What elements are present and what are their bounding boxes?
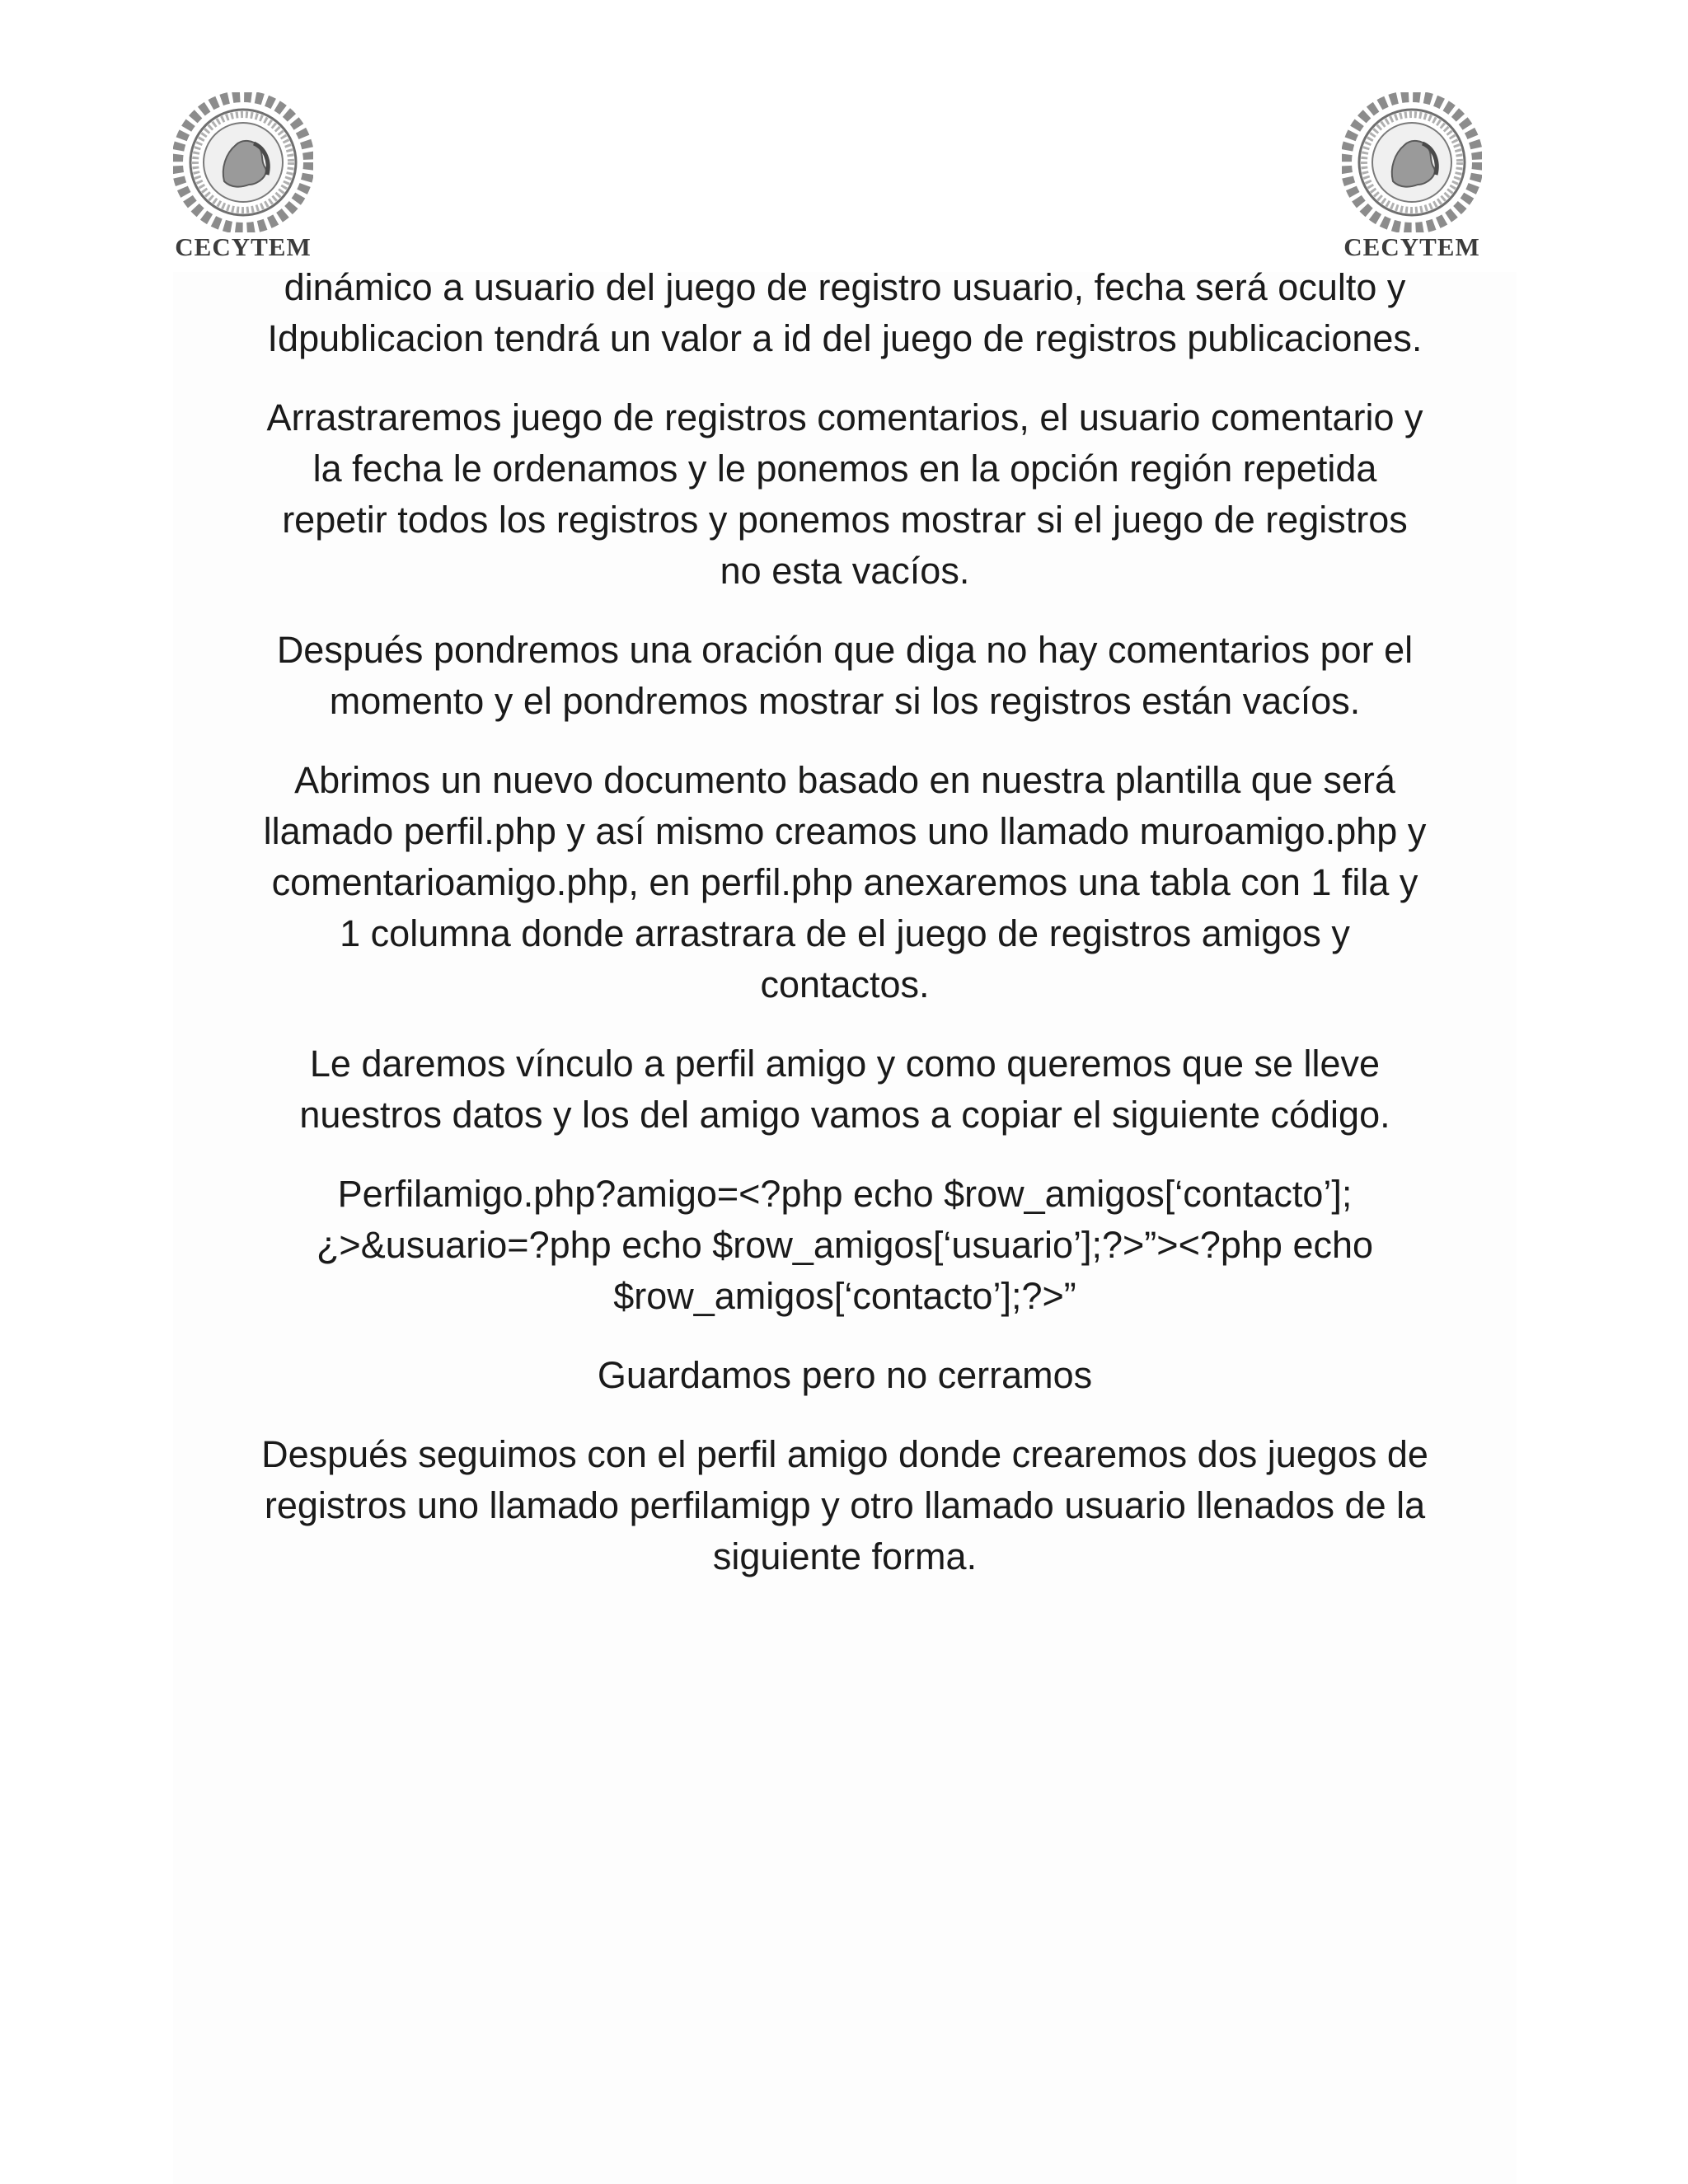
text-line: $row_amigos[‘contacto’];?>” bbox=[613, 1275, 1076, 1317]
paragraph bbox=[223, 1038, 1467, 1141]
paragraph bbox=[223, 755, 1467, 1010]
cecytem-seal-icon bbox=[1342, 92, 1482, 232]
logo-right-text: CECYTEM bbox=[1343, 232, 1480, 261]
logo-right bbox=[1342, 92, 1482, 265]
text-line: 1 columna donde arrastrara de el juego de registros amigos y bbox=[340, 912, 1350, 954]
text-line: la fecha le ordenamos y le ponemos en la opción región repetida bbox=[312, 448, 1377, 490]
text-line: Le daremos vínculo a perfil amigo y como queremos que se lleve bbox=[309, 1043, 1381, 1085]
text-line: Guardamos pero no cerramos bbox=[597, 1354, 1093, 1396]
text-line: contactos. bbox=[760, 963, 930, 1005]
paragraph bbox=[223, 1429, 1467, 1582]
text-line: nuestros datos y los del amigo vamos a copiar el siguiente código. bbox=[299, 1094, 1390, 1136]
text-line: no esta vacíos. bbox=[720, 550, 970, 592]
text-line: comentarioamigo.php, en perfil.php anexaremos una tabla con 1 fila y bbox=[271, 861, 1418, 903]
text-line: Abrimos un nuevo documento basado en nuestra plantilla que será bbox=[294, 759, 1395, 801]
text-line: ¿>&usuario=?php echo $row_amigos[‘usuario’];?>”><?php echo bbox=[316, 1224, 1374, 1266]
paragraph bbox=[223, 1350, 1467, 1401]
cecytem-seal-icon bbox=[173, 92, 313, 232]
text-line: momento y el pondremos mostrar si los registros están vacíos. bbox=[329, 680, 1361, 722]
logo-left bbox=[173, 92, 313, 265]
paragraph bbox=[223, 392, 1467, 597]
text-line: Idpublicacion tendrá un valor a id del juego de registros publicaciones. bbox=[267, 317, 1423, 359]
text-line: Perfilamigo.php?amigo=<?php echo $row_amigos[‘contacto’]; bbox=[337, 1173, 1353, 1215]
paragraph bbox=[223, 625, 1467, 727]
paragraph bbox=[223, 262, 1467, 364]
logo-left-text: CECYTEM bbox=[175, 232, 312, 261]
text-line: Arrastraremos juego de registros comentarios, el usuario comentario y bbox=[266, 396, 1423, 438]
text-line: repetir todos los registros y ponemos mostrar si el juego de registros bbox=[282, 499, 1408, 541]
text-line: siguiente forma. bbox=[712, 1535, 978, 1577]
text-line: llamado perfil.php y así mismo creamos uno llamado muroamigo.php y bbox=[263, 810, 1427, 852]
text-line: Después pondremos una oración que diga no hay comentarios por el bbox=[276, 629, 1414, 671]
text-line: registros uno llamado perfilamigp y otro llamado usuario llenados de la bbox=[264, 1484, 1426, 1526]
paragraph bbox=[223, 1169, 1467, 1322]
text-line: dinámico a usuario del juego de registro usuario, fecha será oculto y bbox=[284, 266, 1406, 308]
document-body bbox=[223, 262, 1467, 1610]
text-line: Después seguimos con el perfil amigo donde crearemos dos juegos de bbox=[261, 1433, 1428, 1475]
